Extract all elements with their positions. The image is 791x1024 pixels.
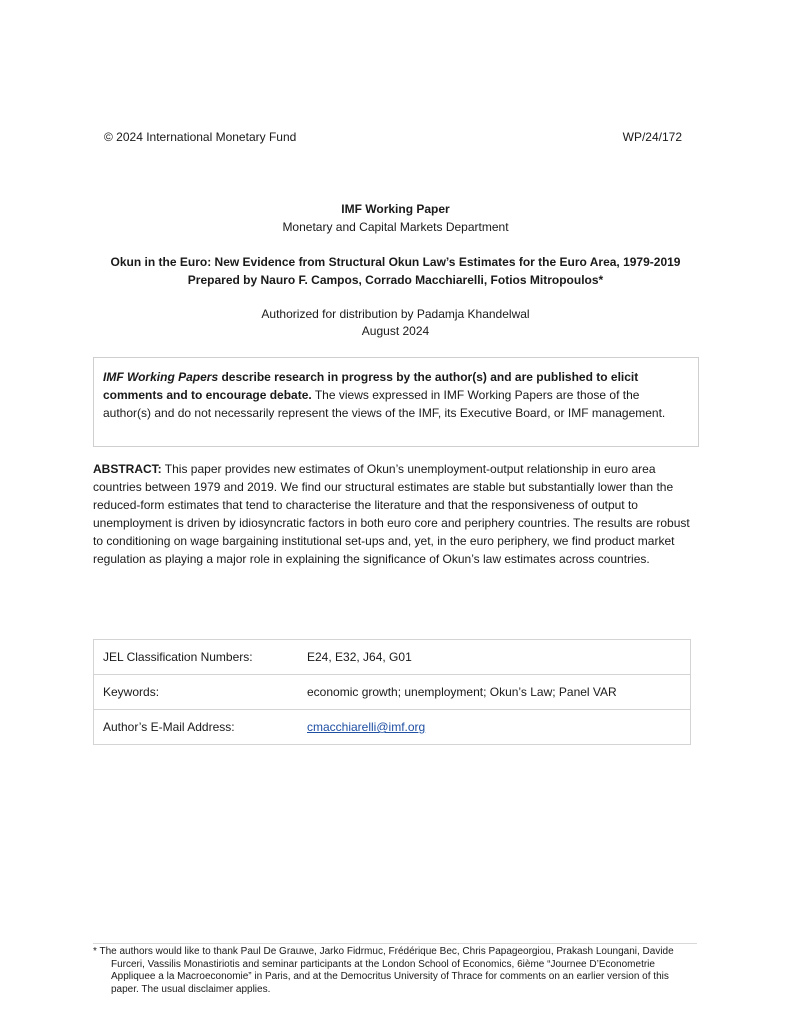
disclaimer-plain-text: The views expressed in IMF Working Papers are those of the author(s) and do not necessarily represent the views of the IMF, its Executive Board, or IMF management. — [103, 388, 666, 420]
jel-label: JEL Classification Numbers: — [94, 640, 299, 675]
footnote-divider — [93, 943, 697, 944]
footnote-acknowledgments: * The authors would like to thank Paul De Grauwe, Jarko Fidrmuc, Frédérique Bec, Chris Papageorgiou, Prakash Loungani, Davide Furceri, Vassilis Monastiriotis and seminar participants at the London School of Economics, 6ième “Journee D’Econometrie Appliquee a la Macroeconomie” in Paris, and at the Democritus University of Thrace for comments on an earlier version of this paper. The usual disclaimer applies. — [93, 946, 674, 995]
publication-date: August 2024 — [361, 324, 430, 338]
author-list: Prepared by Nauro F. Campos, Corrado Macchiarelli, Fotios Mitropoulos* — [187, 273, 604, 287]
paper-title: Okun in the Euro: New Evidence from Structural Okun Law’s Estimates for the Euro Area, 1979-2019 — [110, 255, 681, 269]
abstract-label: ABSTRACT: — [93, 462, 162, 476]
email-cell — [298, 710, 691, 745]
table-row — [94, 710, 691, 745]
keywords-label: Keywords: — [94, 675, 299, 710]
disclaimer-box — [93, 357, 699, 447]
keywords-value: economic growth; unemployment; Okun’s Law; Panel VAR — [298, 675, 691, 710]
email-label: Author’s E-Mail Address: — [94, 710, 299, 745]
abstract-paragraph — [93, 460, 697, 568]
paper-number: WP/24/172 — [622, 130, 682, 144]
classification-table — [93, 639, 691, 745]
paper-type-heading: IMF Working Paper — [341, 202, 450, 216]
copyright-notice: © 2024 International Monetary Fund — [104, 130, 297, 144]
authorization-line: Authorized for distribution by Padamja Khandelwal — [261, 307, 530, 321]
department-name: Monetary and Capital Markets Department — [282, 220, 509, 234]
disclaimer-bold-text: describe research in progress by the author(s) and are published to elicit comments and to encourage debate. — [103, 370, 639, 402]
table-row — [94, 675, 691, 710]
disclaimer-lead: IMF Working Papers — [103, 370, 219, 384]
jel-value: E24, E32, J64, G01 — [298, 640, 691, 675]
email-link[interactable]: cmacchiarelli@imf.org — [307, 720, 426, 734]
abstract-text: This paper provides new estimates of Okun’s unemployment-output relationship in euro area countries between 1979 and 2019. We find our structural estimates are stable but substantially lower than the reduced-form estimates that tend to characterise the literature and that the responsiveness of output to unemployment is driven by idiosyncratic factors in both euro core and periphery countries. The results are robust to conditioning on wage bargaining institutional set-ups and, yet, in the euro periphery, we find product market regulation as playing a major role in explaining the significance of Okun’s law estimates across countries. — [93, 462, 690, 566]
table-row — [94, 640, 691, 675]
